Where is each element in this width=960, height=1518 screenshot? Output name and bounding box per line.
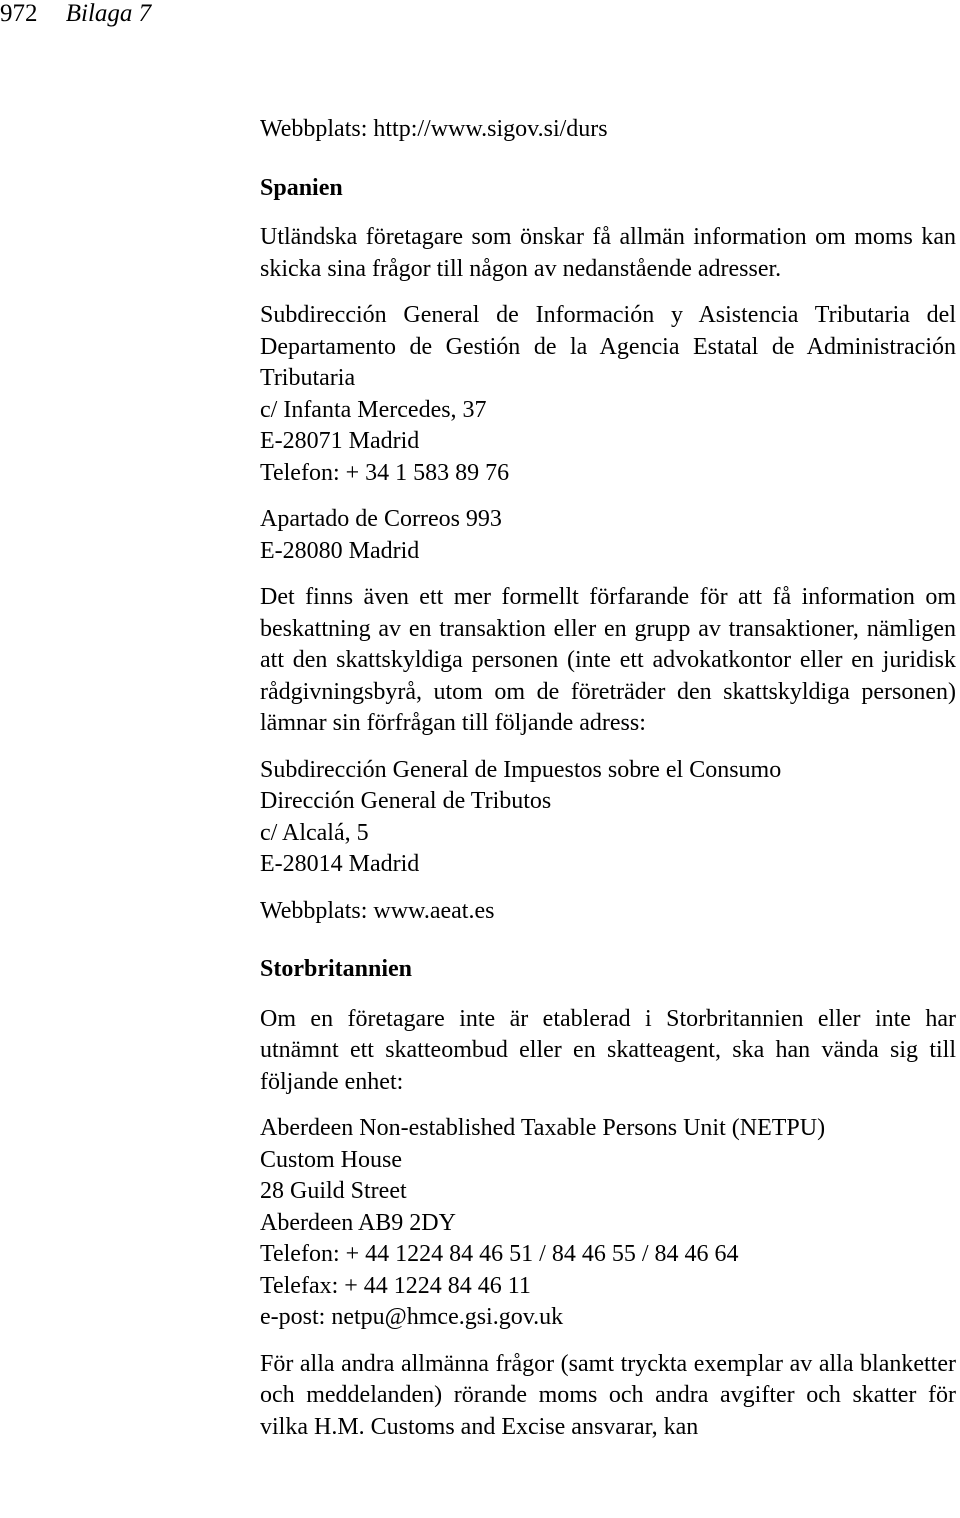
address-line: c/ Alcalá, 5 (260, 819, 369, 846)
spain-address-block-3 (260, 755, 956, 881)
address-line: Subdirección General de Información y Asistencia Tributaria del Departamento de Gestión de la Agencia Estatal de Administración Tributaria (260, 302, 956, 391)
spain-intro-paragraph: Utländska företagare som önskar få allmän information om moms kan skicka sina frågor till någon av nedanstående adresser. (260, 224, 956, 282)
section-heading-spain: Spanien (260, 174, 343, 201)
uk-address-block (260, 1113, 956, 1334)
address-line: 28 Guild Street (260, 1178, 407, 1204)
slovenia-website: Webbplats: http://www.sigov.si/durs (260, 116, 608, 142)
address-line: Telefon: + 44 1224 84 46 51 / 84 46 55 / 84 46 64 (260, 1241, 739, 1267)
address-line: e-post: netpu@hmce.gsi.gov.uk (260, 1304, 564, 1330)
section-heading-uk: Storbritannien (260, 956, 413, 982)
spain-website: Webbplats: www.aeat.es (260, 897, 495, 924)
running-title: Bilaga 7 (65, 0, 152, 27)
address-line: Apartado de Correos 993 (260, 506, 502, 532)
uk-intro-paragraph: Om en företagare inte är etablerad i Storbritannien eller inte har utnämnt ett skatteombud eller en skatteagent, ska han vända sig till följande enhet: (260, 1005, 956, 1095)
address-line: E-28080 Madrid (260, 537, 420, 564)
address-line: c/ Infanta Mercedes, 37 (260, 396, 487, 423)
page-header (0, 0, 151, 30)
address-line: E-28071 Madrid (260, 428, 420, 454)
uk-closing-paragraph: För alla andra allmänna frågor (samt tryckta exemplar av alla blanketter och meddelanden) rörande moms och andra avgifter och skatter för vilka H.M. Customs and Excise ansvarar, kan (260, 1350, 956, 1440)
address-line: Aberdeen AB9 2DY (260, 1209, 456, 1236)
address-line: Telefax: + 44 1224 84 46 11 (260, 1272, 531, 1299)
address-line: Telefon: + 34 1 583 89 76 (260, 459, 510, 486)
spain-procedure-paragraph: Det finns även ett mer formellt förfarande för att få information om beskattning av en transaktion eller en grupp av transaktioner, nämligen att den skattskyldiga personen (inte ett advokatkontor eller en juridisk rådgivningsbyrå, utom om de företräder den skattskyldiga personen) lämnar sin förfrågan till följande adress: (260, 584, 956, 736)
page-number: 972 (0, 0, 38, 27)
address-line: Subdirección General de Impuestos sobre el Consumo (260, 756, 782, 783)
address-line: Dirección General de Tributos (260, 788, 552, 814)
address-line: E-28014 Madrid (260, 851, 420, 877)
spain-address-block-2 (260, 504, 956, 567)
spain-address-block-1 (260, 300, 956, 489)
address-line: Custom House (260, 1146, 403, 1173)
main-content (260, 114, 956, 1443)
address-line: Aberdeen Non-established Taxable Persons Unit (NETPU) (260, 1115, 826, 1141)
